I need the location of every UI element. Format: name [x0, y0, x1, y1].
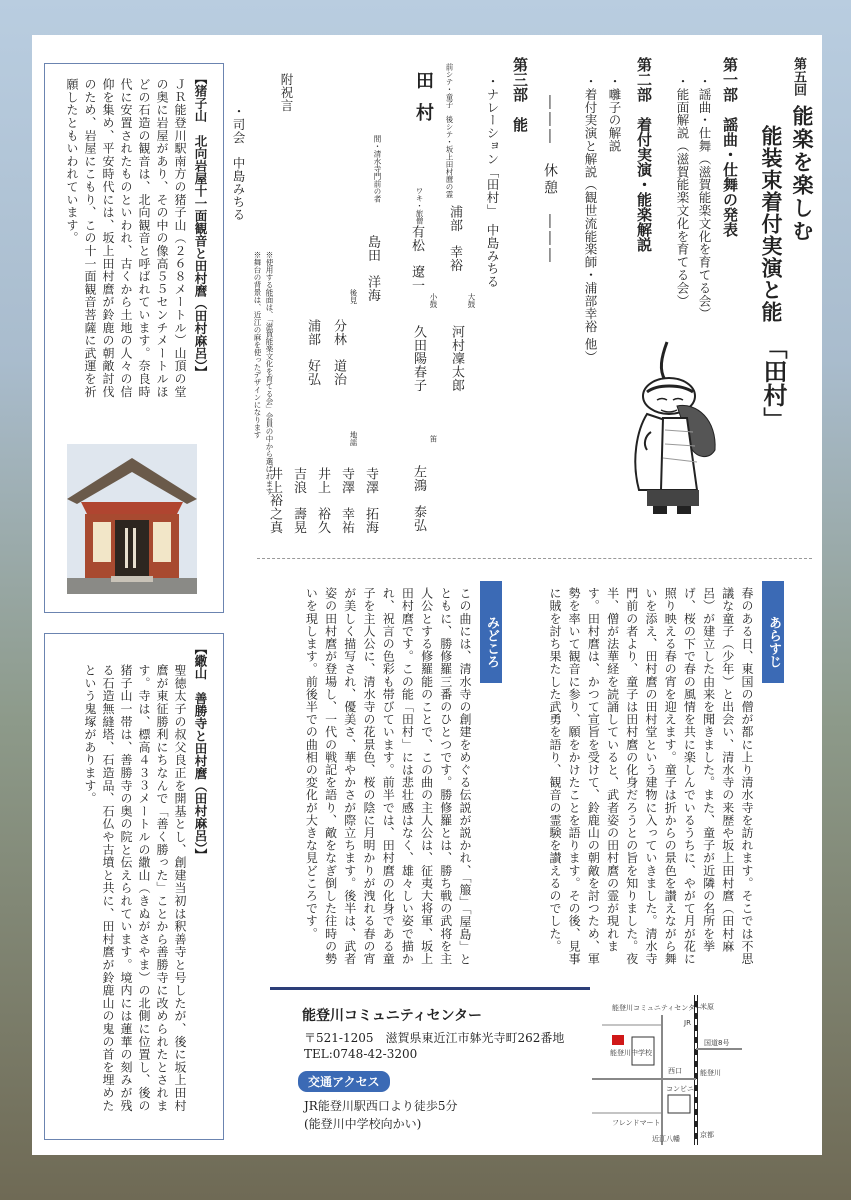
- sidebar-box-zenshoji: [44, 633, 224, 1140]
- note-background: ※舞台の背景は、近江の麻を使ったデザインになります: [253, 251, 262, 439]
- part1-line1: ・謡曲・仕舞（滋賀能楽文化を育てる会）: [697, 75, 712, 321]
- map-store: フレンドマート: [612, 1119, 661, 1127]
- venue-marker: [612, 1035, 624, 1045]
- map-venue-label: 能登川コミュニティセンター: [612, 1004, 703, 1012]
- koken-role: 後見: [349, 289, 358, 304]
- midokoro-label-bar: みどころ: [480, 581, 502, 683]
- part1-line2: ・能面解説（滋賀能楽文化を育てる会）: [675, 75, 690, 308]
- map-school: 能登川中学校: [610, 1049, 652, 1057]
- arasuji-label-bar: あらすじ: [762, 581, 784, 683]
- kotsuzumi-role: 小鼓: [429, 293, 438, 308]
- jiutai-name-1: 寺澤 拓海: [363, 467, 378, 534]
- venue-name: 能登川コミュニティセンター: [302, 1008, 483, 1024]
- kotsuzumi-name: 久田陽春子: [411, 325, 426, 392]
- intermission-label: ――― 休憩 ―――: [542, 95, 558, 265]
- map-to-kyoto: 京都: [700, 1131, 714, 1139]
- temple-photo: [67, 444, 197, 594]
- noh-actor-illustration: [617, 340, 727, 515]
- ai-name: 島田 洋海: [365, 235, 380, 302]
- note-masks: ※使用する能面は、「滋賀能楽文化を育てる会」会員の中から選ばれます: [265, 251, 274, 495]
- title-line-1: 能楽を楽しむ: [790, 105, 815, 243]
- waki-name: 有松 遼一: [409, 225, 424, 292]
- title-line-2: 能装束着付実演と能: [759, 125, 784, 323]
- access-line-2: (能登川中学校向かい): [304, 1117, 422, 1131]
- access-line-1: JR能登川駅西口より徒歩5分: [304, 1099, 458, 1113]
- sidebar-top-title: 【猪子山 北向岩屋十一面観音と田村麿（田村麻呂）】: [193, 72, 208, 379]
- access-label: 交通アクセス: [298, 1071, 390, 1092]
- ai-role: 間・清水寺門前の者: [373, 135, 382, 203]
- map-jr: JR: [684, 1019, 691, 1027]
- jiutai-name-4: 吉浪 壽晃: [291, 467, 306, 534]
- play-title: 田村: [413, 71, 434, 135]
- map-conveni: コンビニ: [666, 1085, 694, 1093]
- edition-label: 第五回: [791, 57, 806, 96]
- sidebar-bottom-body: 聖徳太子の叔父良正を開基とし、創建当初は釈善寺と号したが、後に坂上田村麿が東征勝利にちなんで「善く勝った」ことから善勝寺に改められたとされます。寺は、標高４３３メートルの繖山（きぬがさやま）の北側に位置し、後の猪子山一帯は、善勝寺の奥の院と伝えられています。境内には蓮華の刻みが残る石造無縫塔、石造品、石仏や古墳と共に、田村麿が鈴鹿山の鬼の首を埋めたという鬼塚があります。: [83, 664, 187, 1112]
- title-play-name: 「田村」: [759, 335, 788, 431]
- fue-name: 左鴻 泰弘: [411, 465, 426, 532]
- mc-line: ・司会 中島みちる: [231, 105, 246, 222]
- koken-name-2: 浦部 好弘: [305, 319, 320, 386]
- jiutai-name-2: 寺澤 幸祐: [339, 467, 354, 534]
- sidebar-box-inokoyama: [44, 63, 224, 613]
- map-route8: 国道8号: [704, 1039, 730, 1047]
- map-west-exit: 西口: [668, 1067, 682, 1075]
- fue-role: 笛: [429, 435, 438, 443]
- section-divider: [257, 558, 812, 559]
- part2-line2: ・着付実演と解説（観世流能楽師・浦部幸裕 他）: [583, 75, 598, 364]
- venue-address: 〒521-1205 滋賀県東近江市躰光寺町262番地: [304, 1031, 565, 1045]
- part3-title: 第三部 能: [511, 57, 529, 132]
- sidebar-top-body: ＪＲ能登川駅南方の猪子山（２６８メートル）山頂の堂の奥に岩屋があり、その中の像高５５センチメートルほどの石造の観音は、北向観音と呼ばれています。奈良時代に安置されたものといわれ、古くから土地の人々の信仰を集め、平安時代には、坂上田村麿が鈴鹿の朝敵討伐のため、岩屋にこもり、この十一面観音菩薩に武運を祈願したともいわれています。: [65, 78, 187, 398]
- jiutai-name-3: 井上 裕久: [315, 467, 330, 534]
- part3-line1: ・ナレーション「田村」 中島みちる: [485, 75, 500, 289]
- jiutai-name-5: 井上裕之真: [267, 467, 282, 534]
- venue-tel: TEL:0748-42-3200: [304, 1047, 418, 1061]
- otsuzumi-name: 河村凜太郎: [449, 325, 464, 392]
- shukuji-label: 附祝言: [279, 73, 294, 112]
- arasuji-body: 春のある日、東国の僧が都に上り清水寺を訪れます。そこでは不思議な童子（少年）と出会い、清水寺の来歴や坂上田村麿（田村麻呂）が建立した由来を聞きました。また、童子が近隣の名所を挙げ、桜の下で春の風情を共に楽しんでいるうちに、やがて月が花に照り映える春の宵を迎えます。童子は折からの景色を讃えながら舞いを添え、田村麿の田村堂という建物に入っていきました。清水寺門前の者より、童子は田村麿の化身だろうとの旨を知りました。夜半、僧が法華経を読誦していると、武者姿の田村麿の霊が現れます。田村麿は、かつて宣旨を受けて、鈴鹿山の朝敵を討つため、軍勢を率いて観音に参り、願をかけたことを語ります。その後、見事に賊を討ち果たした武勇を語り、観音の霊験を讃えるのでした。: [547, 587, 754, 965]
- map-to-maibara: 米原: [700, 1003, 714, 1011]
- map-station: 能登川: [700, 1069, 721, 1077]
- koken-name-1: 分林 道治: [331, 319, 346, 386]
- part2-line1: ・囃子の解説: [607, 75, 622, 153]
- midokoro-body: この曲には、清水寺の創建をめぐる伝説が説かれ、「箙」「屋島」とともに、勝修羅三番のひとつです。勝修羅とは、勝ち戦の武将を主人公とする修羅能のことで、この曲の主人公は、征夷大将軍、坂上田村麿です。この能「田村」には悲壮感はなく、雄々しい姿で描かれ、祝言の色彩も帯びています。前半では、田村麿の化身である童子を主人公に、清水寺の花景色、桜の陰に月明かりが洩れる春の宵が美しく描写され、優美さ、華やかさが際立ちます。後半は、武者姿の田村麿が登場し、一代の戦記を語り、敵をなぎ倒した往時の勢いを現します。前後半での曲相の変化が大きな見どころです。: [304, 587, 472, 966]
- map-to-omihachiman: 近江八幡: [652, 1135, 680, 1143]
- access-map: [592, 995, 742, 1145]
- flyer-sheet: [32, 35, 822, 1155]
- waki-role: ワキ・旅僧: [415, 187, 424, 225]
- sidebar-bottom-title: 【繖山 善勝寺と田村麿（田村麻呂）】: [193, 642, 208, 861]
- shite-name: 浦部 幸裕: [447, 205, 462, 272]
- part1-title: 第一部 謡曲・仕舞の発表: [721, 57, 739, 237]
- venue-rule: [270, 987, 590, 990]
- shite-role: 前シテ・童子 後シテ・坂上田村麿の霊: [445, 63, 454, 198]
- otsuzumi-role: 大鼓: [467, 293, 476, 308]
- part2-title: 第二部 着付実演・能楽解説: [635, 57, 653, 252]
- jiutai-role: 地謡: [349, 431, 358, 446]
